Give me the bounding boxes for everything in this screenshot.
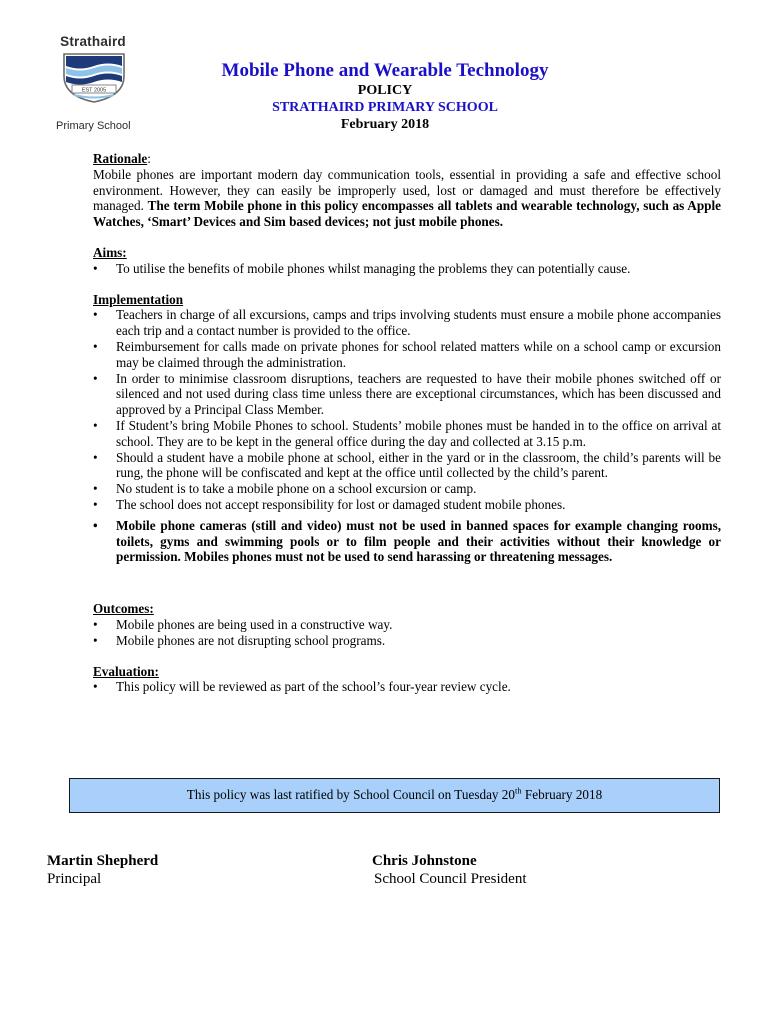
rationale-text: Mobile phones are important modern day communication tools, essential in providing a safe and effective school environment. However, they can easily be improperly used, lost or damaged and must therefore be effectively managed. The term Mobile phone in this policy encompasses all tablets and wearable technology, such as Apple Watches, ‘Smart’ Devices and Sim based devices; not just mobile phones.: [93, 166, 722, 230]
rationale-section: [93, 151, 721, 230]
list-item: • Teachers in charge of all excursions, camps and trips involving students must ensure a mobile phone accompanies each trip and a contact number is provided to the office.: [93, 307, 721, 339]
aims-section: [93, 245, 721, 277]
logo-bottom-text: Primary School: [56, 120, 131, 132]
signature-council-president: [372, 852, 527, 888]
ratification-sup: th: [515, 785, 522, 796]
policy-date: February 2018: [340, 117, 430, 132]
logo-top-text: Strathaird: [60, 34, 126, 49]
evaluation-heading: Evaluation:: [93, 663, 159, 679]
signature-name: Chris Johnstone: [372, 853, 477, 869]
policy-body: [93, 151, 721, 710]
school-name: STRATHAIRD PRIMARY SCHOOL: [272, 100, 498, 115]
implementation-heading: Implementation: [93, 291, 184, 307]
logo-est-text: EST 2005: [81, 87, 107, 94]
list-item: • Should a student have a mobile phone at school, either in the yard or in the classroom, the child’s parents will be rung, the phone will be confiscated and kept at the office until collected by the child’s parent.: [93, 450, 721, 482]
ratification-box: [69, 778, 720, 813]
list-item: • If Student’s bring Mobile Phones to school. Students’ mobile phones must be handed in to the office on arrival at school. They are to be kept in the general office during the day and collected at 3.15 p.m.: [93, 418, 721, 450]
implementation-section: [93, 292, 721, 566]
list-item: • In order to minimise classroom disruptions, teachers are requested to have their mobile phones switched off or silenced and not used during class time unless there are exceptional circumstances, which has been discussed and approved by a Principal Class Member.: [93, 371, 721, 418]
list-item: • Reimbursement for calls made on private phones for school related matters while on a school camp or excursion may be claimed through the administration.: [93, 339, 721, 371]
list-item: • To utilise the benefits of mobile phones whilst managing the problems they can potentially cause.: [93, 261, 721, 277]
policy-label: POLICY: [357, 83, 413, 98]
rationale-heading: Rationale:: [93, 151, 151, 166]
list-item: • The school does not accept responsibility for lost or damaged student mobile phones.: [93, 497, 721, 513]
list-item: • This policy will be reviewed as part of the school’s four-year review cycle.: [93, 679, 721, 695]
ratification-text: This policy was last ratified by School Council on Tuesday 20: [186, 787, 515, 802]
evaluation-section: [93, 664, 721, 696]
aims-heading: Aims:: [93, 244, 127, 260]
list-item: • No student is to take a mobile phone on a school excursion or camp.: [93, 481, 721, 497]
list-item-bold: • Mobile phone cameras (still and video) must not be used in banned spaces for example changing rooms, toilets, gyms and swimming pools or to film people and their activities without their knowledge or permission. Mobiles phones must not be used to send harassing or threatening messages.: [93, 518, 721, 565]
ratification-date: February 2018: [521, 787, 603, 802]
list-item: • Mobile phones are not disrupting school programs.: [93, 633, 721, 649]
signature-principal: [47, 852, 158, 888]
signature-name: Martin Shepherd: [47, 853, 159, 869]
signature-role: Principal: [47, 871, 102, 887]
signature-role: School Council President: [374, 871, 527, 887]
outcomes-heading: Outcomes:: [93, 601, 154, 617]
document-title: Mobile Phone and Wearable Technology: [221, 60, 549, 81]
list-item: • Mobile phones are being used in a constructive way.: [93, 617, 721, 633]
outcomes-section: [93, 601, 721, 648]
